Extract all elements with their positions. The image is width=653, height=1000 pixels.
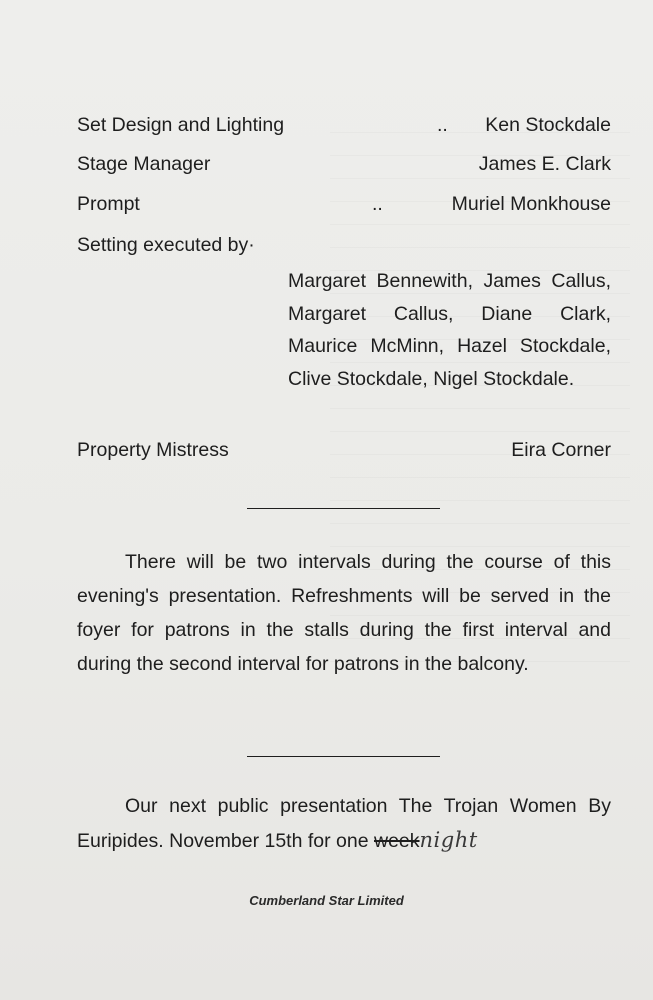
setting-label-row: [77, 232, 611, 258]
credit-name: Eira Corner: [511, 439, 611, 461]
credit-role: Property Mistress: [77, 439, 229, 461]
credit-name: James E. Clark: [478, 153, 611, 175]
setting-label: Setting executed by·: [77, 234, 255, 256]
setting-names: Margaret Bennewith, James Callus, Margaret Callus, Diane Clark, Maurice McMinn, Hazel Stockdale, Clive Stockdale, Nigel Stockdale.: [288, 270, 611, 390]
next-presentation-text: Our next public presentation The Trojan Women By Euripides. November 15th for one: [77, 795, 611, 852]
next-presentation-notice: [77, 789, 611, 858]
intervals-text: There will be two intervals during the course of this evening's presentation. Refreshments will be served in the foyer for patrons in the stalls during the first interval and during the second interval for patrons in the balcony.: [77, 551, 611, 675]
credit-row-prompt: [77, 191, 611, 217]
credit-name: Muriel Monkhouse: [451, 193, 611, 215]
credit-role: Prompt: [77, 193, 140, 215]
credit-role: Stage Manager: [77, 153, 211, 175]
divider-rule: [247, 508, 440, 509]
credit-leader: ..: [372, 193, 383, 215]
printer-imprint: Cumberland Star Limited: [249, 893, 404, 908]
intervals-notice: [77, 545, 611, 681]
credit-row-set-design: [77, 112, 611, 138]
struck-word: week: [374, 830, 420, 852]
credit-role: Set Design and Lighting: [77, 114, 285, 136]
credit-row-stage-manager: [77, 151, 611, 177]
credit-name: Ken Stockdale: [485, 114, 611, 136]
credit-leader: ..: [437, 114, 448, 136]
handwritten-correction: night: [419, 828, 478, 852]
credit-row-property: [77, 437, 611, 463]
divider-rule: [247, 756, 440, 757]
